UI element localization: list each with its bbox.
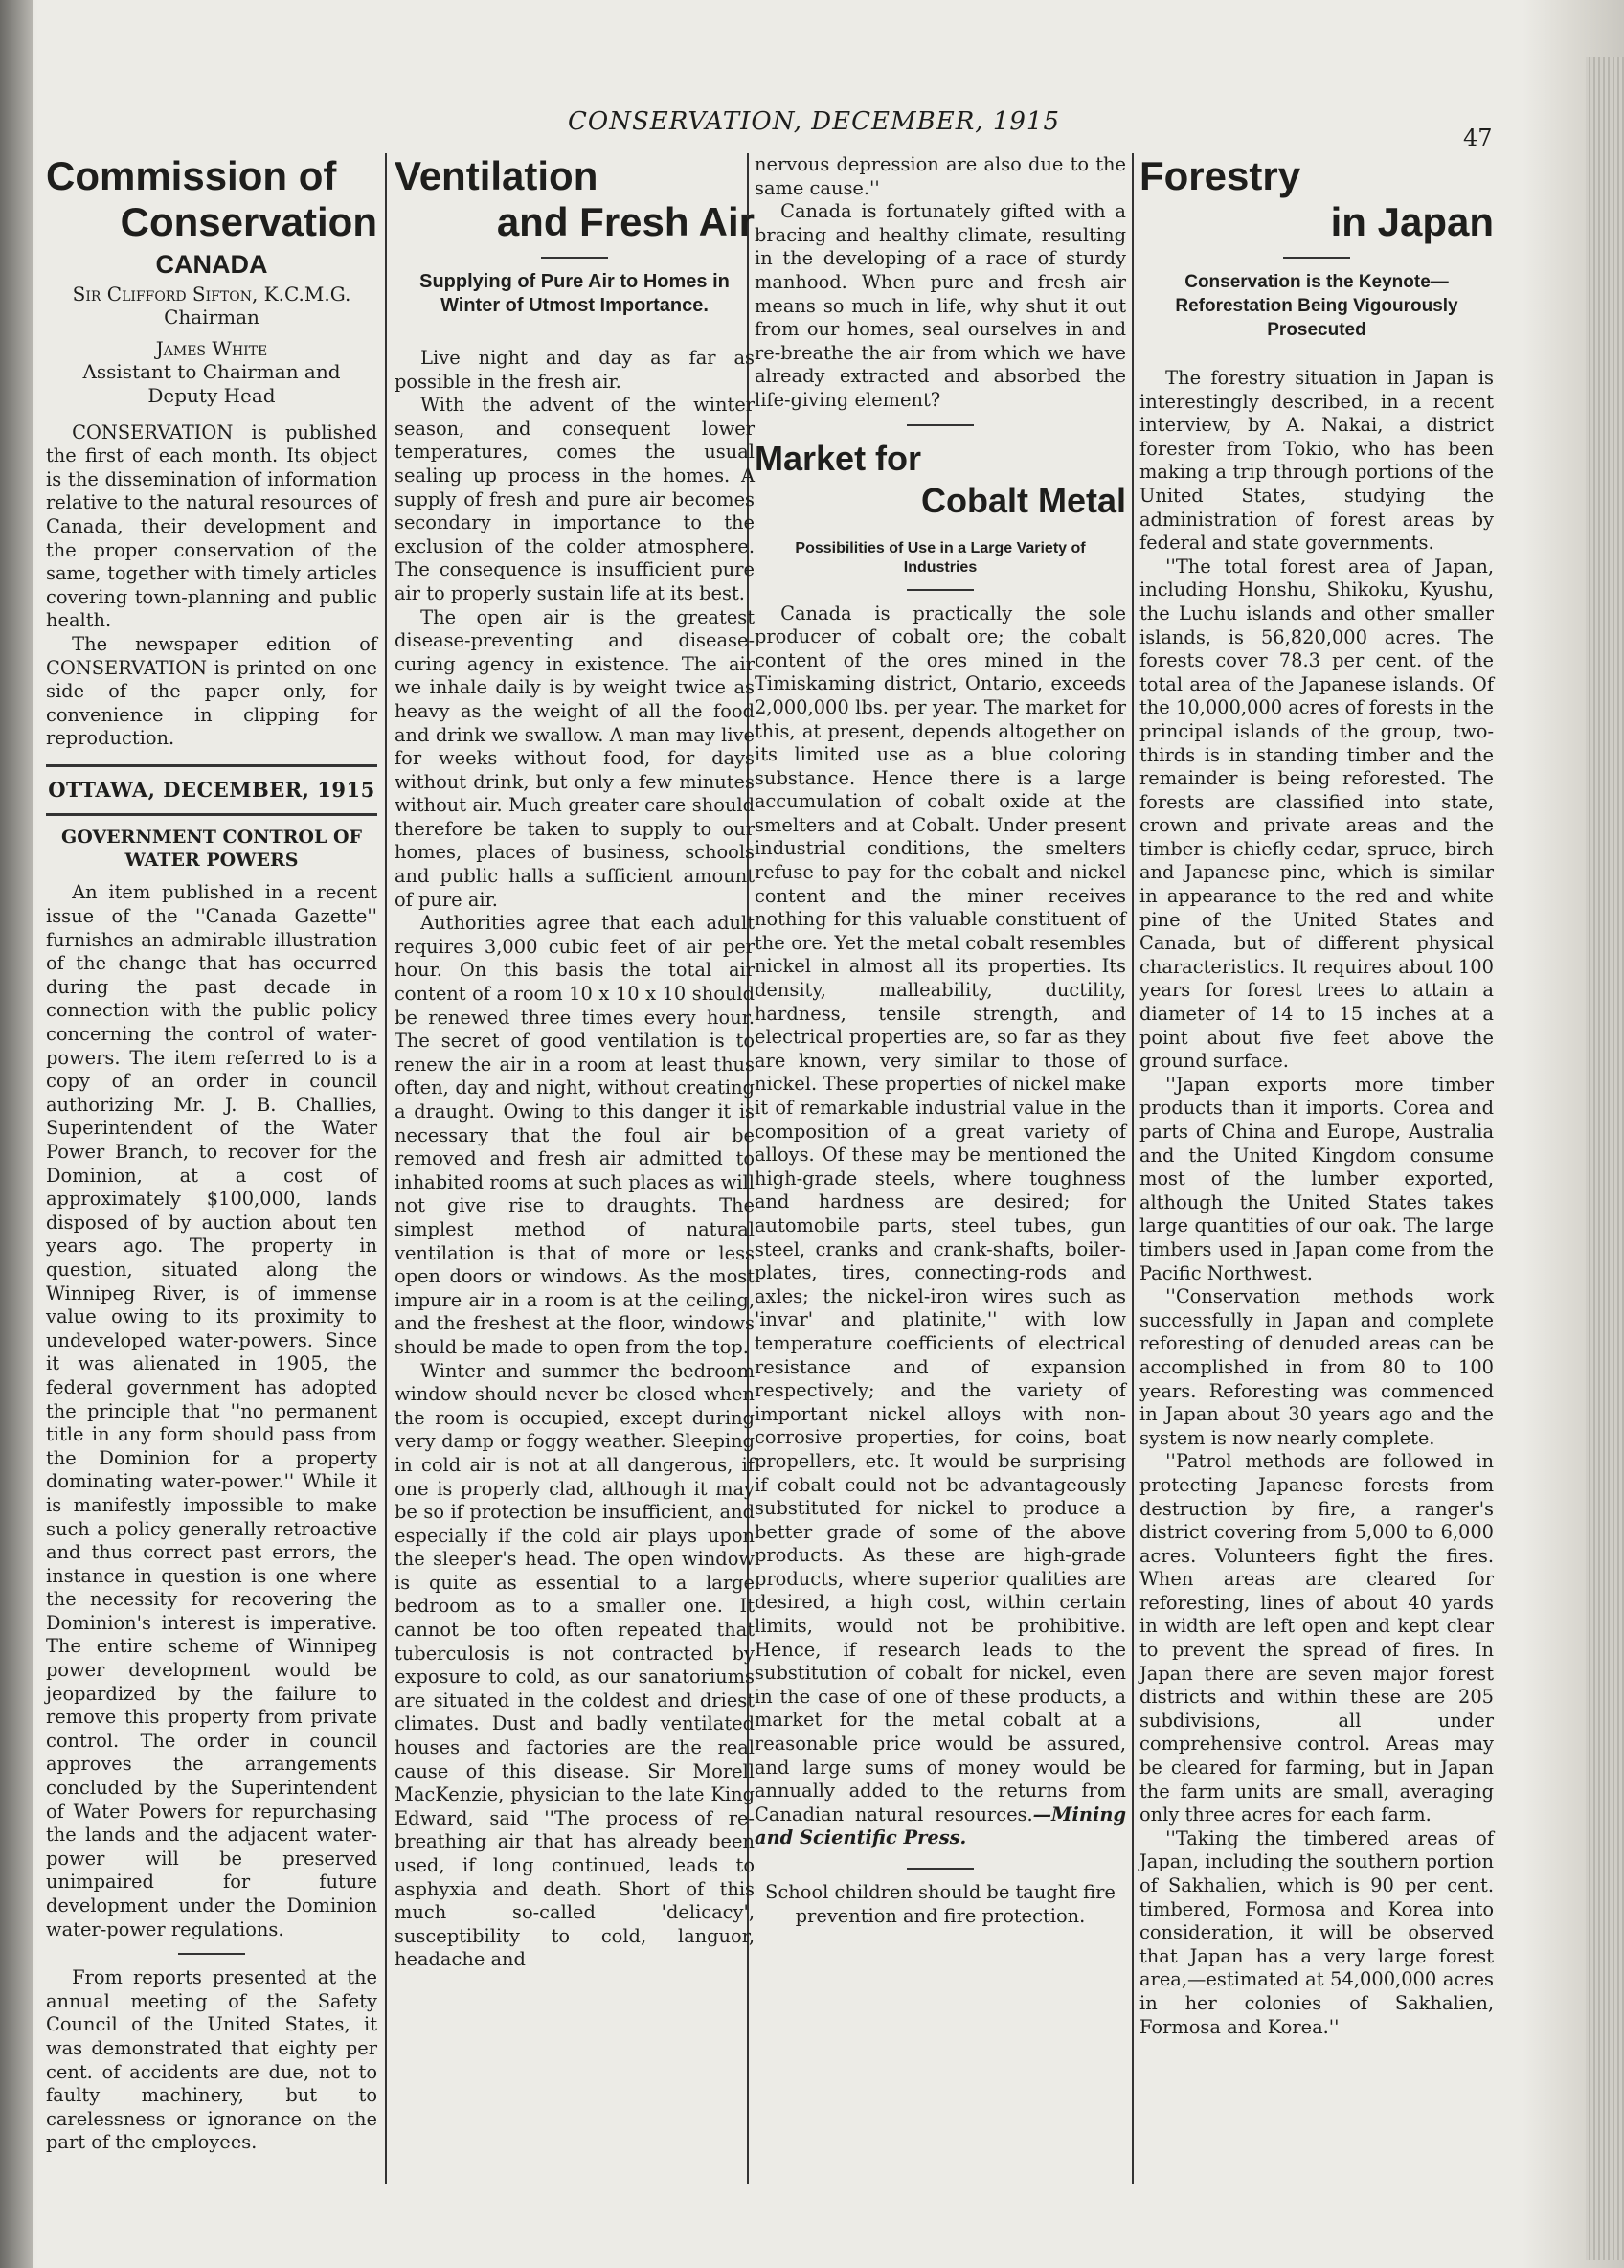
paragraph: ''Patrol methods are followed in protecting Japanese forests from destruction by fire, a ranger's district covering from 5,000 to 6,000 acres. Volunteers fight the fires. When areas are cleared for reforesting, lines of about 40 yards in width are left open and kept clear to prevent the spread of fires. In Japan there are seven major forest districts and within these are 205 subdivisions, all under comprehensive control. Areas may be cleared for farming, but in Japan the farm units are small, averaging only three acres for each farm. (1139, 1450, 1494, 1826)
assistant-name: James White (155, 336, 268, 360)
paragraph: Canada is fortunately gifted with a bracing and healthy climate, resulting in the developing of a race of sturdy manhood. When pure and fresh air means so much in life, why shut it out from our homes, seal ourselves in and re-breathe the air from which we have already extracted and absorbed the life-giving element? (755, 200, 1126, 411)
rule (46, 764, 377, 767)
chairman-title: Chairman (164, 306, 259, 329)
paragraph: Winter and summer the bedroom window should never be closed when the room is occupied, except during very damp or foggy weather. Sleeping in cold air is not at all dangerous, if one is properly clad, although it may be so if protection be insufficient, and especially if the cold air plays upon the sleeper's head. The open window is quite as essential to a large bedroom as to a smaller one. It cannot be too often repeated that tuberculosis is not contracted by exposure to cold, as our sanatoriums are situated in the coldest and driest climates. Dust and badly ventilated houses and factories are the real cause of this disease. Sir Morell MacKenzie, physician to the late King Edward, said ''The process of re-breathing air that has already been used, if long continued, leads to asphyxia and death. Short of this much so-called 'delicacy', susceptibility to cold, languor, headache and (395, 1359, 755, 1971)
article-subtitle: Possibilities of Use in a Large Variety of Industries (795, 539, 1086, 576)
column-4 (1139, 153, 1494, 2039)
rule (907, 424, 974, 426)
column-2 (395, 153, 755, 1972)
column-divider (385, 153, 387, 2184)
paragraph: With the advent of the winter season, and consequent lower temperatures, comes the usual sealing up process in the homes. A supply of fresh and pure air becomes secondary in importance to the exclusion of the colder atmosphere. The consequence is insufficient pure air to properly sustain life at its best. (395, 394, 755, 604)
column-1 (46, 153, 377, 2155)
paragraph: The open air is the greatest disease-preventing and disease-curing agency in existence. The air we inhale daily is by weight twice as heavy as the weight of all the food and drink we swallow. A man may live for weeks without food, for days without drink, but only a few minutes without air. Much greater care should therefore be taken to supply to our homes, places of business, schools and public halls a sufficient amount of pure air. (395, 605, 755, 911)
newspaper-edition-note: The newspaper edition of CONSERVATION is printed on one side of the paper only, for convenience in clipping for reproduction. (46, 632, 377, 750)
paragraph-text: Canada is practically the sole producer of cobalt ore; the cobalt content of the ores mined in the Timiskaming district, Ontario, exceeds 2,000,000 lbs. per year. The market for this, at present, depends altogether on its limited use as a blue coloring substance. Hence there is a large accumulation of cobalt oxide at the smelters and at Cobalt. Under present industrial conditions, the smelters refuse to pay for the cobalt and nickel content and the miner receives nothing for this valuable constituent of the ore. Yet the metal cobalt resembles nickel in almost all its properties. Its density, malleability, ductility, hardness, tensile strength, and electrical properties are, so far as they are known, very similar to those of nickel. These properties of nickel make it of remarkable industrial value in the composition of a great variety of alloys. Of these may be mentioned the high-grade steels, where toughness and hardness are desired; for automobile parts, steel tubes, gun steel, cranks and crank-shafts, boiler-plates, tires, connecting-rods and axles; the nickel-iron wires such as 'invar' and platinite,'' with low temperature coefficients of electrical resistance and of expansion respectively; and the variety of important nickel alloys with non-corrosive properties, for coins, boat propellers, etc. It would be surprising if cobalt could not be advantageously substituted for nickel to produce a better grade of some of the above products. As these are high-grade products, where superior qualities are desired, a high cost, within certain limits, would not be prohibitive. Hence, if research leads to the substitution of cobalt for nickel, even in the case of one of these products, a market for the metal cobalt at a reasonable price would be assured, and large sums of money would be annually added to the returns from Canadian natural resources. (755, 601, 1126, 1826)
masthead-line-2: Conservation (120, 199, 377, 244)
masthead-line-1: Commission of (46, 153, 337, 198)
paragraph: ''The total forest area of Japan, including Honshu, Shikoku, Kyushu, the Luchu islands and other smaller islands, is 56,820,000 acres. The forests cover 78.3 per cent. of the total area of the Japanese islands. Of the 10,000,000 acres of forests in the principal islands of the group, two-thirds is in standing timber and the remainder is being reforested. The forests are classified into state, crown and private areas and the timber is chiefly cedar, spruce, birch and Japanese pine, which is similar in appearance to the red and white pine of the United States and Canada, but of different physical characteristics. It requires about 100 years for forest trees to attain a diameter of 14 to 15 inches at a point about five feet above the ground surface. (1139, 555, 1494, 1073)
rule (178, 1953, 245, 1955)
title-line-2: Cobalt Metal (920, 480, 1126, 520)
paragraph (755, 602, 1126, 1850)
paragraph: Authorities agree that each adult requires 3,000 cubic feet of air per hour. On this basis the total air content of a room 10 x 10 x 10 should be renewed three times every hour. The secret of good ventilation is to renew the air in a room at least thus often, day and night, without creating a draught. Owing to this danger it is necessary that the foul air be removed and fresh air admitted to inhabited rooms at such places as will not give rise to draughts. The simplest method of natural ventilation is that of more or less open doors or windows. As the most impure air in a room is at the ceiling, and the freshest at the floor, windows should be made to open from the top. (395, 912, 755, 1358)
rule (46, 813, 377, 816)
assistant-title: Assistant to Chairman and Deputy Head (82, 360, 341, 407)
masthead (46, 153, 377, 245)
title-line-2: in Japan (1330, 199, 1494, 244)
paragraph: ''Japan exports more timber products than it imports. Corea and parts of China and Europe, Australia and the United Kingdom consume most of the lumber exported, although the United States takes large quantities of our oak. The large timbers used in Japan come from the Pacific Northwest. (1139, 1073, 1494, 1284)
source-credit: —Mining and Scientific Press. (755, 1803, 1126, 1849)
publication-note: CONSERVATION is published the first of each month. Its object is the dissemination of information relative to the natural resources of Canada, their development and the proper conservation of the same, together with timely articles covering town-planning and public health. (46, 420, 377, 632)
dateline: OTTAWA, DECEMBER, 1915 (48, 777, 375, 802)
column-3 (755, 153, 1126, 1928)
article-subtitle: Conservation is the Keynote—Reforestation Being Vigourously Prosecuted (1175, 272, 1458, 340)
column-divider (1132, 153, 1134, 2184)
paragraph: The forestry situation in Japan is interestingly described, in a recent interview, by A. Nakai, a district forester from Tokio, who has been making a trip through portions of the United States, studying the administration of forest areas by federal and state governments. (1139, 367, 1494, 555)
rule (907, 1868, 974, 1870)
title-line-1: Ventilation (395, 153, 598, 198)
paragraph: Live night and day as far as possible in the fresh air. (395, 347, 755, 393)
title-line-1: Forestry (1139, 153, 1301, 198)
article-title-cobalt (755, 438, 1126, 522)
chairman-name: Sir Clifford Sifton, K.C.M.G. (72, 282, 351, 306)
page-number: 47 (1463, 125, 1493, 151)
masthead-country: CANADA (155, 250, 268, 279)
article-title-ventilation (395, 153, 755, 245)
paragraph-continued: nervous depression are also due to the same cause.'' (755, 153, 1126, 199)
running-header: CONSERVATION, DECEMBER, 1915 (568, 107, 1060, 136)
article-heading: GOVERNMENT CONTROL OF WATER POWERS (61, 827, 362, 872)
page-edge (1586, 57, 1624, 2260)
article-body: An item published in a recent issue of the ''Canada Gazette'' furnishes an admirable illustration of the change that has occurred during the past decade in connection with the public policy concerning the control of water-powers. The item referred to is a copy of an order in council authorizing Mr. J. B. Challies, Superintendent of the Water Power Branch, to recover for the Dominion, at a cost of approximately $100,000, lands disposed of by auction about ten years ago. The property in question, situated along the Winnipeg River, is of immense value owing to its proximity to undeveloped water-powers. Since it was alienated in 1905, the federal government has adopted the principle that ''no permanent title in any form should pass from the Dominion for a property dominating water-power.'' While it is manifestly impossible to make such a policy generally retroactive and thus correct past errors, the instance in question is one where the necessity for recovering the Dominion's interest is imperative. The entire scheme of Winnipeg power development would be jeopardized by the failure to remove this property from private control. The order in council approves the arrangements concluded by the Superintendent of Water Powers for repurchasing the lands and the adjacent water-power will be preserved unimpaired for future development under the Dominion water-power regulations. (46, 881, 377, 1940)
fire-prevention-note: School children should be taught fire prevention and fire protection. (765, 1881, 1116, 1927)
binding-spine (0, 0, 33, 2268)
article-subtitle: Supplying of Pure Air to Homes in Winter of Utmost Importance. (419, 271, 730, 316)
rule (1283, 257, 1350, 259)
paragraph: ''Conservation methods work successfully in Japan and complete reforesting of denuded areas can be accomplished in from 80 to 100 years. Reforesting was commenced in Japan about 30 years ago and the system is now nearly complete. (1139, 1285, 1494, 1449)
title-line-1: Market for (755, 438, 922, 478)
paragraph: ''Taking the timbered areas of Japan, including the southern portion of Sakhalien, which is 90 per cent. timbered, Formosa and Korea into consideration, it will be observed that Japan has a very large forest area,—estimated at 54,000,000 acres in her colonies of Sakhalien, Formosa and Korea.'' (1139, 1826, 1494, 2038)
rule (907, 589, 974, 591)
rule (541, 257, 608, 259)
title-line-2: and Fresh Air (496, 199, 755, 244)
article-title-forestry (1139, 153, 1494, 245)
safety-council-note: From reports presented at the annual meeting of the Safety Council of the United States, it was demonstrated that eighty per cent. of accidents are due, not to faulty machinery, but to carelessness or ignorance on the part of the employees. (46, 1966, 377, 2154)
